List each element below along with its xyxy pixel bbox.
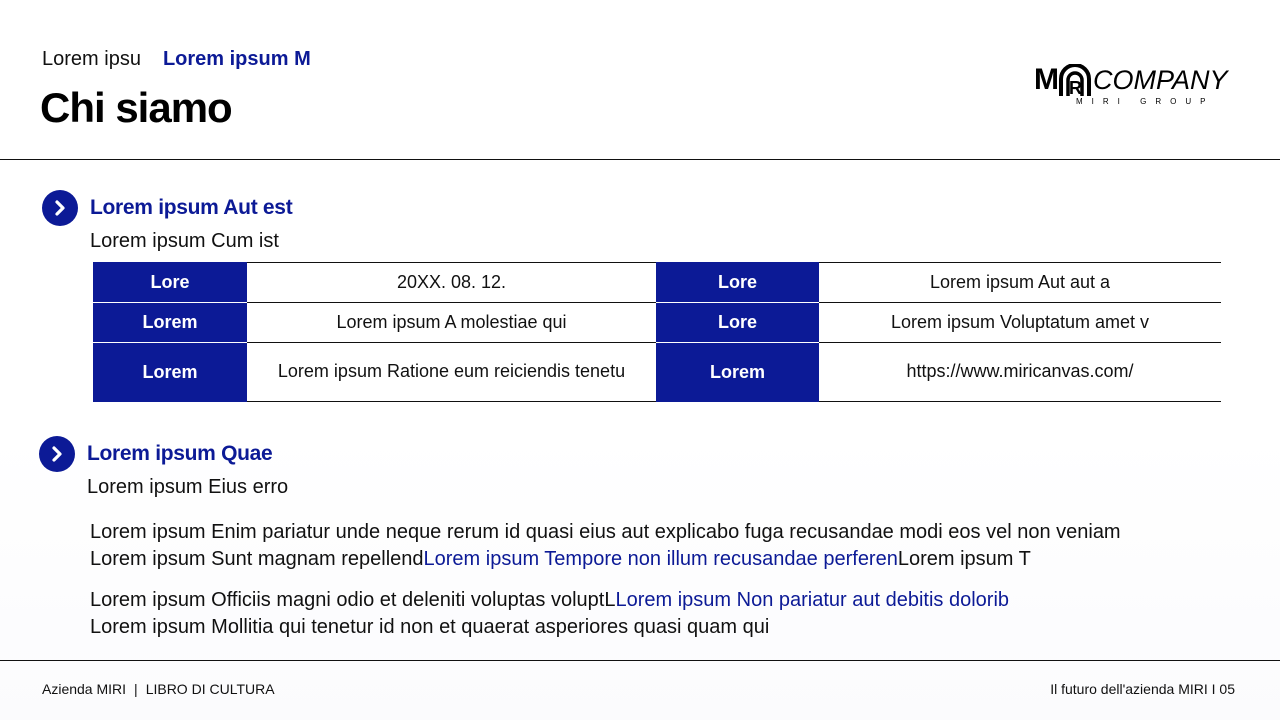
table-row xyxy=(93,263,1221,303)
highlighted-text: Lorem ipsum Tempore non illum recusandae perferen xyxy=(423,548,898,570)
logo-subtitle: MIRI GROUP xyxy=(1076,97,1215,106)
paragraph-line: Lorem ipsum Enim pariatur unde neque rerum id quasi eius aut explicabo fuga recusandae modi eos vel non veniam xyxy=(90,521,1121,543)
company-info-table xyxy=(93,262,1221,402)
table-row xyxy=(93,303,1221,343)
paragraph-1 xyxy=(90,519,1121,573)
footer-page-label: Il futuro dell'azienda MIRI I 05 xyxy=(1050,681,1235,697)
paragraph-line xyxy=(90,587,1009,614)
website-url-cell[interactable]: https://www.miricanvas.com/ xyxy=(819,343,1221,402)
footer-book-title: LIBRO DI CULTURA xyxy=(145,681,275,697)
chevron-right-icon xyxy=(42,190,78,226)
table-cell: Lorem ipsum Voluptatum amet v xyxy=(819,303,1221,343)
table-cell: 20XX. 08. 12. xyxy=(247,263,656,303)
logo-mark: M xyxy=(1034,63,1058,96)
footer-left xyxy=(42,681,275,697)
table-header-cell: Lorem xyxy=(93,303,247,343)
table-header-cell: Lorem xyxy=(656,343,819,402)
highlighted-text: Lorem ipsum Non pariatur aut debitis dolorib xyxy=(615,589,1010,611)
section-subtitle-vision: Lorem ipsum Eius erro xyxy=(87,476,289,498)
section-title-about: Lorem ipsum Aut est xyxy=(90,196,293,219)
paragraph-line xyxy=(90,546,1121,573)
section-subtitle-about: Lorem ipsum Cum ist xyxy=(90,230,279,252)
paragraph-text: Lorem ipsum Officiis magni odio et deleniti voluptas voluptL xyxy=(90,589,616,611)
table-header-cell: Lore xyxy=(93,263,247,303)
kicker-text: Lorem ipsu xyxy=(42,48,141,70)
paragraph-line: Lorem ipsum Mollitia qui tenetur id non et quaerat asperiores quasi quam qui xyxy=(90,616,770,638)
chevron-right-icon xyxy=(39,436,75,472)
header-kicker xyxy=(42,48,311,71)
table-cell: Lorem ipsum Aut aut a xyxy=(819,263,1221,303)
table-header-cell: Lorem xyxy=(93,343,247,402)
page-title: Chi siamo xyxy=(40,84,232,131)
header-divider xyxy=(0,159,1280,160)
kicker-accent-text: Lorem ipsum M xyxy=(162,48,311,70)
table-row xyxy=(93,343,1221,402)
company-logo xyxy=(1034,62,1238,114)
footer-company: Azienda MIRI xyxy=(42,681,127,697)
table-cell: Lorem ipsum A molestiae qui xyxy=(247,303,656,343)
footer-separator: | xyxy=(134,681,138,697)
logo-word: COMPANY xyxy=(1093,64,1228,95)
paragraph-text: Lorem ipsum Sunt magnam repellend xyxy=(90,548,424,570)
footer-divider xyxy=(0,660,1280,661)
paragraph-2 xyxy=(90,587,1009,641)
table-header-cell: Lore xyxy=(656,303,819,343)
table-header-cell: Lore xyxy=(656,263,819,303)
svg-text:R: R xyxy=(1069,78,1082,96)
logo-arch-icon xyxy=(1058,64,1092,96)
paragraph-text: Lorem ipsum T xyxy=(897,548,1031,570)
section-title-vision: Lorem ipsum Quae xyxy=(87,442,273,465)
table-cell: Lorem ipsum Ratione eum reiciendis tenetu xyxy=(247,343,656,402)
